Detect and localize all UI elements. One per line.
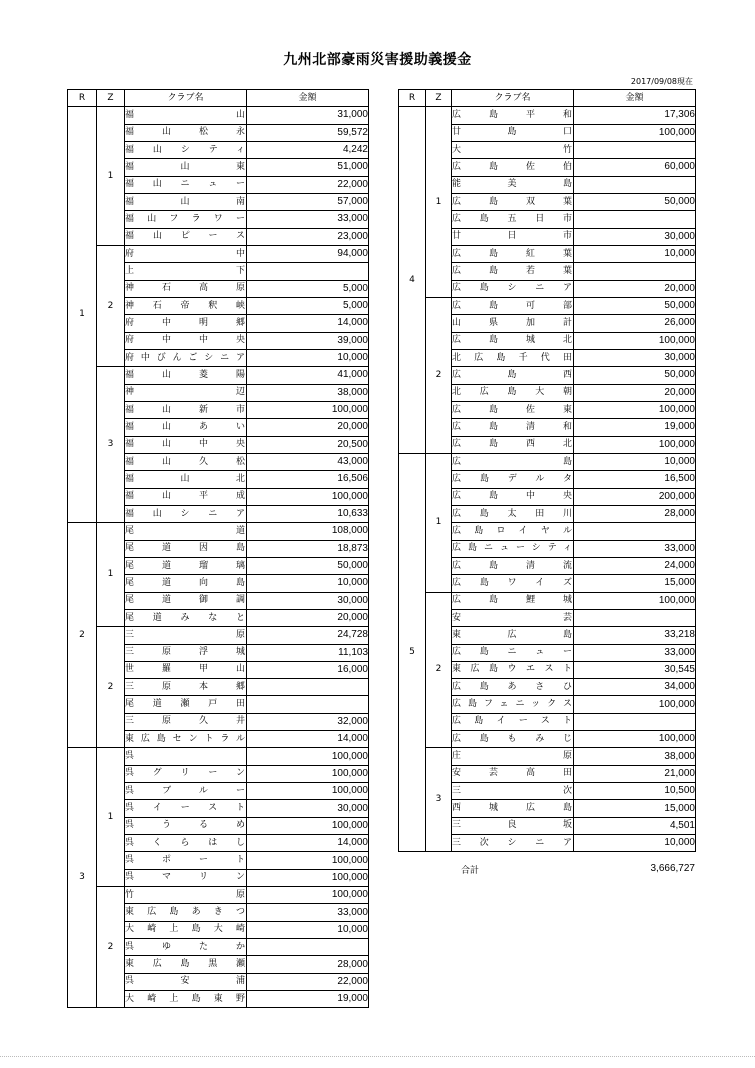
club-name-cell: 神石高原 (125, 280, 247, 297)
amount-cell: 28,000 (247, 956, 369, 973)
amount-cell: 100,000 (574, 696, 696, 713)
club-name-cell: 大崎上島大崎 (125, 921, 247, 938)
amount-cell: 30,000 (247, 592, 369, 609)
amount-cell: 15,000 (574, 800, 696, 817)
amount-cell: 39,000 (247, 332, 369, 349)
amount-cell: 33,000 (574, 644, 696, 661)
total-label: 合計 (461, 866, 480, 876)
amount-cell: 33,000 (574, 540, 696, 557)
club-name-cell: 広島ニュー (452, 644, 574, 661)
club-name-cell: 府中びんごシニア (125, 349, 247, 366)
amount-cell: 100,000 (574, 592, 696, 609)
amount-cell: 23,000 (247, 228, 369, 245)
club-name-cell: 福山平成 (125, 488, 247, 505)
club-name-cell: 山県加計 (452, 315, 574, 332)
region-cell: 5 (399, 453, 426, 852)
zone-cell: 1 (426, 453, 452, 592)
club-name-cell: 福山ピース (125, 228, 247, 245)
zone-cell: 1 (97, 748, 125, 887)
amount-cell (574, 176, 696, 193)
club-name-cell: 広島双葉 (452, 193, 574, 210)
amount-cell: 16,506 (247, 471, 369, 488)
club-name-cell: 尾道瑠璃 (125, 557, 247, 574)
amount-cell: 22,000 (247, 176, 369, 193)
club-name-cell: 広島シニア (452, 280, 574, 297)
table-row (68, 627, 369, 644)
amount-cell: 100,000 (574, 436, 696, 453)
amount-cell: 100,000 (247, 887, 369, 904)
club-name-cell: 広島ニューシティ (452, 540, 574, 557)
club-name-cell: 福山シニア (125, 505, 247, 522)
amount-cell: 4,501 (574, 817, 696, 834)
amount-cell: 100,000 (247, 748, 369, 765)
club-name-cell: 福山 (125, 107, 247, 124)
region-cell: 3 (68, 748, 97, 1008)
amount-cell: 100,000 (247, 765, 369, 782)
region-cell: 1 (68, 107, 97, 523)
header-club-name: クラブ名 (125, 90, 247, 107)
donation-table-right (398, 89, 696, 852)
table-row (399, 107, 696, 124)
club-name-cell: 広島デルタ (452, 471, 574, 488)
club-name-cell: 広島太田川 (452, 505, 574, 522)
club-name-cell: 東広島黒瀬 (125, 956, 247, 973)
club-name-cell: 上下 (125, 263, 247, 280)
amount-cell: 30,000 (574, 349, 696, 366)
amount-cell: 19,000 (574, 419, 696, 436)
amount-cell: 26,000 (574, 315, 696, 332)
club-name-cell: 呉マリン (125, 869, 247, 886)
amount-cell: 16,500 (574, 471, 696, 488)
club-name-cell: 東広島セントラル (125, 731, 247, 748)
club-name-cell: 尾道瀬戸田 (125, 696, 247, 713)
amount-cell: 100,000 (247, 488, 369, 505)
club-name-cell: 神石帝釈峡 (125, 297, 247, 314)
as-of-date: 2017/09/08現在 (630, 77, 693, 86)
club-name-cell: 広島佐伯 (452, 159, 574, 176)
club-name-cell: 能美島 (452, 176, 574, 193)
club-name-cell: 福山松永 (125, 124, 247, 141)
zone-cell: 2 (426, 297, 452, 453)
club-name-cell: 広島ワイズ (452, 575, 574, 592)
amount-cell: 100,000 (247, 783, 369, 800)
amount-cell: 51,000 (247, 159, 369, 176)
club-name-cell: 三次シニア (452, 835, 574, 852)
club-name-cell: 広島佐東 (452, 401, 574, 418)
club-name-cell: 西城広島 (452, 800, 574, 817)
club-name-cell: 廿島口 (452, 124, 574, 141)
amount-cell: 50,000 (574, 297, 696, 314)
region-cell: 2 (68, 523, 97, 748)
table-row (68, 748, 369, 765)
amount-cell: 60,000 (574, 159, 696, 176)
club-name-cell: 広島 (452, 453, 574, 470)
amount-cell: 30,000 (574, 228, 696, 245)
amount-cell: 100,000 (247, 869, 369, 886)
amount-cell: 33,000 (247, 904, 369, 921)
zone-cell: 2 (426, 592, 452, 748)
amount-cell: 14,000 (247, 731, 369, 748)
amount-cell: 22,000 (247, 973, 369, 990)
table-row (399, 592, 696, 609)
zone-cell: 1 (97, 107, 125, 246)
club-name-cell: 呉ポート (125, 852, 247, 869)
club-name-cell: 福山新市 (125, 401, 247, 418)
region-cell: 4 (399, 107, 426, 454)
amount-cell: 14,000 (247, 835, 369, 852)
amount-cell: 14,000 (247, 315, 369, 332)
amount-cell (574, 609, 696, 626)
amount-cell: 50,000 (574, 367, 696, 384)
club-name-cell: 大崎上島東野 (125, 991, 247, 1008)
amount-cell: 11,103 (247, 644, 369, 661)
amount-cell: 4,242 (247, 141, 369, 158)
club-name-cell: 呉ゆたか (125, 939, 247, 956)
amount-cell: 38,000 (574, 748, 696, 765)
club-name-cell: 広島清和 (452, 419, 574, 436)
amount-cell (574, 713, 696, 730)
zone-cell: 2 (97, 887, 125, 1008)
amount-cell (247, 939, 369, 956)
amount-cell: 16,000 (247, 661, 369, 678)
header-z: Z (426, 90, 452, 107)
table-row (399, 748, 696, 765)
club-name-cell: 広島城北 (452, 332, 574, 349)
amount-cell: 50,000 (247, 557, 369, 574)
table-row (68, 523, 369, 540)
club-name-cell: 福山シティ (125, 141, 247, 158)
amount-cell: 30,000 (247, 800, 369, 817)
club-name-cell: 福山菱陽 (125, 367, 247, 384)
amount-cell: 28,000 (574, 505, 696, 522)
club-name-cell: 府中明郷 (125, 315, 247, 332)
club-name-cell: 広島イースト (452, 713, 574, 730)
amount-cell: 20,000 (574, 280, 696, 297)
amount-cell: 5,000 (247, 297, 369, 314)
club-name-cell: 尾道 (125, 523, 247, 540)
amount-cell: 100,000 (247, 401, 369, 418)
club-name-cell: 福山東 (125, 159, 247, 176)
amount-cell: 100,000 (247, 817, 369, 834)
club-name-cell: 広島西 (452, 367, 574, 384)
club-name-cell: 府中中央 (125, 332, 247, 349)
amount-cell: 41,000 (247, 367, 369, 384)
amount-cell: 43,000 (247, 453, 369, 470)
table-body-left (68, 107, 369, 1008)
club-name-cell: 呉グリーン (125, 765, 247, 782)
amount-cell: 38,000 (247, 384, 369, 401)
header-r: R (399, 90, 426, 107)
amount-cell: 21,000 (574, 765, 696, 782)
club-name-cell: 呉イースト (125, 800, 247, 817)
club-name-cell: 東広島あきつ (125, 904, 247, 921)
amount-cell: 57,000 (247, 193, 369, 210)
amount-cell: 10,000 (247, 921, 369, 938)
club-name-cell: 福山あい (125, 419, 247, 436)
club-name-cell: 広島あさひ (452, 679, 574, 696)
header-amount: 金額 (574, 90, 696, 107)
amount-cell: 24,000 (574, 557, 696, 574)
amount-cell: 19,000 (247, 991, 369, 1008)
table-row (68, 107, 369, 124)
club-name-cell: 呉 (125, 748, 247, 765)
amount-cell: 10,500 (574, 783, 696, 800)
amount-cell: 20,000 (247, 609, 369, 626)
page-title: 九州北部豪雨災害援助義援金 (283, 52, 472, 68)
amount-cell: 32,000 (247, 713, 369, 730)
footer-divider (0, 1056, 755, 1057)
table-row (399, 453, 696, 470)
club-name-cell: 安芸高田 (452, 765, 574, 782)
club-name-cell: 竹原 (125, 887, 247, 904)
amount-cell: 20,000 (247, 419, 369, 436)
club-name-cell: 呉くらはし (125, 835, 247, 852)
club-name-cell: 府中 (125, 245, 247, 262)
amount-cell (574, 141, 696, 158)
amount-cell: 18,873 (247, 540, 369, 557)
amount-cell: 33,000 (247, 211, 369, 228)
table-row (68, 367, 369, 384)
club-name-cell: 広島清流 (452, 557, 574, 574)
club-name-cell: 福山ニュー (125, 176, 247, 193)
total-value: 3,666,727 (650, 863, 695, 874)
amount-cell (247, 679, 369, 696)
amount-cell: 17,306 (574, 107, 696, 124)
club-name-cell: 北広島千代田 (452, 349, 574, 366)
amount-cell (247, 696, 369, 713)
table-header-row (68, 90, 369, 107)
club-name-cell: 三原浮城 (125, 644, 247, 661)
amount-cell: 20,000 (574, 384, 696, 401)
table-header-row (399, 90, 696, 107)
amount-cell: 10,633 (247, 505, 369, 522)
zone-cell: 2 (97, 245, 125, 366)
table-row (399, 297, 696, 314)
club-name-cell: 神辺 (125, 384, 247, 401)
amount-cell: 24,728 (247, 627, 369, 644)
club-name-cell: 広島鯉城 (452, 592, 574, 609)
amount-cell: 10,000 (574, 835, 696, 852)
amount-cell (247, 263, 369, 280)
amount-cell: 100,000 (574, 332, 696, 349)
zone-cell: 1 (426, 107, 452, 298)
amount-cell: 100,000 (574, 731, 696, 748)
club-name-cell: 東広島ウエスト (452, 661, 574, 678)
zone-cell: 3 (426, 748, 452, 852)
header-r: R (68, 90, 97, 107)
club-name-cell: 福山南 (125, 193, 247, 210)
amount-cell: 33,218 (574, 627, 696, 644)
header-z: Z (97, 90, 125, 107)
amount-cell: 10,000 (574, 453, 696, 470)
club-name-cell: 尾道向島 (125, 575, 247, 592)
zone-cell: 2 (97, 627, 125, 748)
club-name-cell: 呉ブルー (125, 783, 247, 800)
amount-cell: 34,000 (574, 679, 696, 696)
amount-cell: 100,000 (574, 124, 696, 141)
amount-cell: 10,000 (574, 245, 696, 262)
club-name-cell: 福山フラワー (125, 211, 247, 228)
amount-cell: 10,000 (247, 349, 369, 366)
club-name-cell: 福山北 (125, 471, 247, 488)
amount-cell: 94,000 (247, 245, 369, 262)
club-name-cell: 広島中央 (452, 488, 574, 505)
club-name-cell: 世羅甲山 (125, 661, 247, 678)
amount-cell: 59,572 (247, 124, 369, 141)
club-name-cell: 広島フェニックス (452, 696, 574, 713)
header-club-name: クラブ名 (452, 90, 574, 107)
amount-cell (574, 211, 696, 228)
club-name-cell: 大竹 (452, 141, 574, 158)
amount-cell: 10,000 (247, 575, 369, 592)
club-name-cell: 三良坂 (452, 817, 574, 834)
club-name-cell: 福山久松 (125, 453, 247, 470)
amount-cell (574, 523, 696, 540)
club-name-cell: 福山中央 (125, 436, 247, 453)
club-name-cell: 広島五日市 (452, 211, 574, 228)
club-name-cell: 北広島大朝 (452, 384, 574, 401)
table-row (68, 245, 369, 262)
club-name-cell: 安芸 (452, 609, 574, 626)
club-name-cell: 三次 (452, 783, 574, 800)
amount-cell: 31,000 (247, 107, 369, 124)
amount-cell: 108,000 (247, 523, 369, 540)
club-name-cell: 尾道みなと (125, 609, 247, 626)
club-name-cell: 広島もみじ (452, 731, 574, 748)
club-name-cell: 広島ロイヤル (452, 523, 574, 540)
club-name-cell: 広島平和 (452, 107, 574, 124)
club-name-cell: 尾道御調 (125, 592, 247, 609)
amount-cell: 100,000 (574, 401, 696, 418)
club-name-cell: 広島西北 (452, 436, 574, 453)
zone-cell: 1 (97, 523, 125, 627)
club-name-cell: 東広島 (452, 627, 574, 644)
amount-cell (574, 263, 696, 280)
header-amount: 金額 (247, 90, 369, 107)
amount-cell: 200,000 (574, 488, 696, 505)
amount-cell: 100,000 (247, 852, 369, 869)
table-body-right (399, 107, 696, 852)
club-name-cell: 広島若葉 (452, 263, 574, 280)
club-name-cell: 廿日市 (452, 228, 574, 245)
club-name-cell: 呉安浦 (125, 973, 247, 990)
amount-cell: 5,000 (247, 280, 369, 297)
zone-cell: 3 (97, 367, 125, 523)
club-name-cell: 三原本郷 (125, 679, 247, 696)
amount-cell: 20,500 (247, 436, 369, 453)
club-name-cell: 広島可部 (452, 297, 574, 314)
club-name-cell: 三原久井 (125, 713, 247, 730)
amount-cell: 50,000 (574, 193, 696, 210)
club-name-cell: 尾道因島 (125, 540, 247, 557)
table-row (68, 887, 369, 904)
club-name-cell: 呉うるめ (125, 817, 247, 834)
donation-table-left (67, 89, 369, 1008)
club-name-cell: 三原 (125, 627, 247, 644)
club-name-cell: 広島紅葉 (452, 245, 574, 262)
club-name-cell: 庄原 (452, 748, 574, 765)
amount-cell: 15,000 (574, 575, 696, 592)
amount-cell: 30,545 (574, 661, 696, 678)
